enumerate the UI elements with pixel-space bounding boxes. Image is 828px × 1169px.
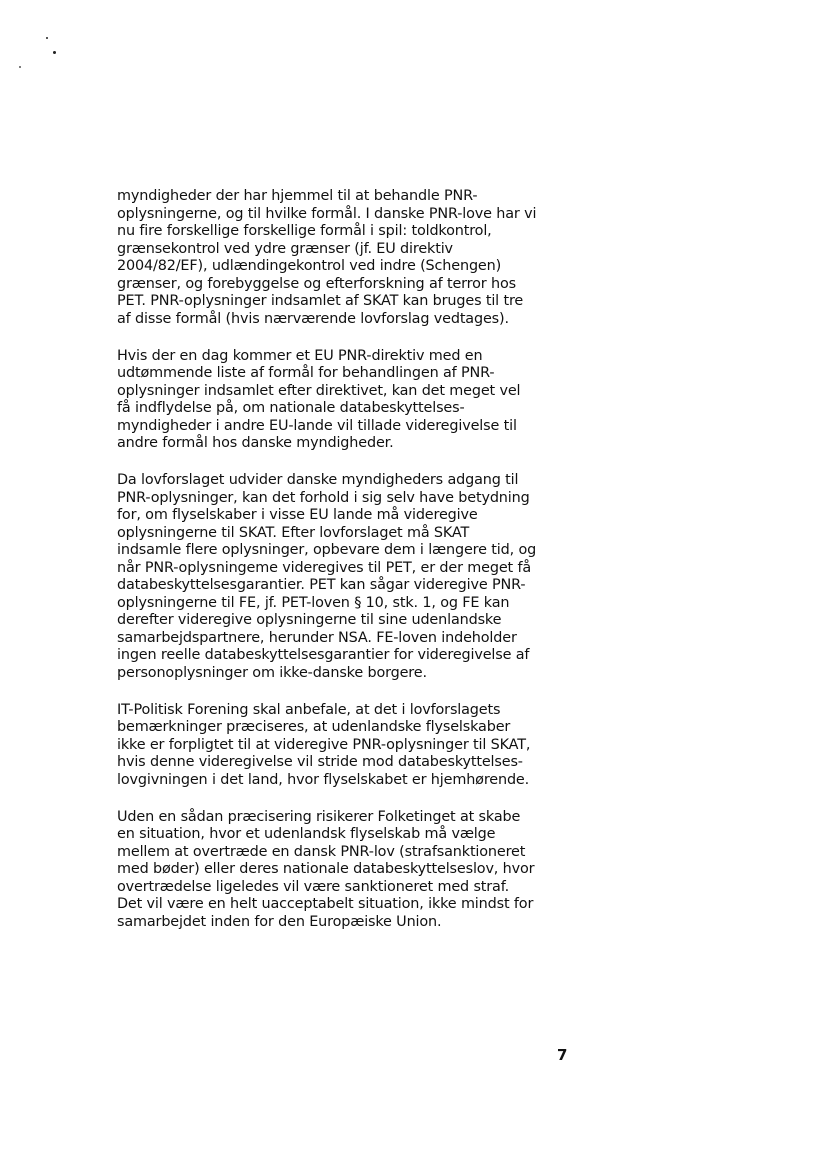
- text-line: Uden en sådan præcisering risikerer Folketinget at skabe: [117, 808, 521, 825]
- text-line: grænser, og forebyggelse og efterforskning af terror hos: [117, 275, 516, 292]
- text-line: personoplysninger om ikke-danske borgere.: [117, 664, 427, 681]
- text-line: ikke er forpligtet til at videregive PNR-oplysninger til SKAT,: [117, 736, 531, 753]
- text-line: en situation, hvor et udenlandsk flyselskab må vælge: [117, 826, 496, 842]
- paragraph: [117, 188, 587, 328]
- text-line: myndigheder der har hjemmel til at behandle PNR-: [117, 188, 478, 204]
- text-line: oplysningerne til FE, jf. PET-loven § 10, stk. 1, og FE kan: [117, 594, 510, 611]
- text-line: Det vil være en helt uacceptabelt situation, ikke mindst for: [117, 896, 534, 912]
- text-line: Hvis der en dag kommer et EU PNR-direktiv med en: [117, 347, 483, 364]
- text-line: IT-Politisk Forening skal anbefale, at det i lovforslagets: [117, 701, 501, 718]
- text-line: oplysningerne til SKAT. Efter lovforslaget må SKAT: [117, 524, 470, 541]
- text-line: PET. PNR-oplysninger indsamlet af SKAT kan bruges til tre: [117, 293, 524, 309]
- paragraph: [117, 348, 587, 453]
- scan-speck: [46, 37, 48, 39]
- text-line: oplysninger indsamlet efter direktivet, kan det meget vel: [117, 382, 521, 399]
- text-line: overtrædelse ligeledes vil være sanktioneret med straf.: [117, 878, 510, 895]
- text-line: af disse formål (hvis nærværende lovforslag vedtages).: [117, 310, 509, 327]
- paragraph: [117, 702, 587, 790]
- paragraph: [117, 809, 587, 932]
- text-line: udtømmende liste af formål for behandlingen af PNR-: [117, 365, 495, 381]
- text-line: derefter videregive oplysningerne til sine udenlandske: [117, 612, 502, 628]
- text-line: andre formål hos danske myndigheder.: [117, 435, 394, 451]
- page-number: 7: [557, 1046, 568, 1064]
- paragraph: [117, 472, 587, 682]
- text-line: for, om flyselskaber i visse EU lande må videregive: [117, 507, 478, 523]
- text-line: databeskyttelsesgarantier. PET kan sågar videregive PNR-: [117, 577, 526, 593]
- text-line: få indflydelse på, om nationale databeskyttelses-: [117, 400, 465, 416]
- text-line: med bøder) eller deres nationale databeskyttelseslov, hvor: [117, 861, 535, 877]
- text-line: 2004/82/EF), udlændingekontrol ved indre (Schengen): [117, 258, 502, 274]
- body-text: [117, 188, 587, 951]
- text-line: nu fire forskellige forskellige formål i spil: toldkontrol,: [117, 223, 492, 239]
- text-line: mellem at overtræde en dansk PNR-lov (strafsanktioneret: [117, 843, 526, 860]
- text-line: lovgivningen i det land, hvor flyselskabet er hjemhørende.: [117, 771, 530, 788]
- text-line: ingen reelle databeskyttelsesgarantier for videregivelse af: [117, 647, 530, 663]
- text-line: Da lovforslaget udvider danske myndigheders adgang til: [117, 472, 519, 488]
- text-line: bemærkninger præciseres, at udenlandske flyselskaber: [117, 719, 511, 735]
- text-line: oplysningerne, og til hvilke formål. I danske PNR-love har vi: [117, 205, 537, 222]
- text-line: PNR-oplysninger, kan det forhold i sig selv have betydning: [117, 489, 530, 506]
- text-line: hvis denne videregivelse vil stride mod databeskyttelses-: [117, 754, 523, 770]
- text-line: samarbejdspartnere, herunder NSA. FE-loven indeholder: [117, 629, 517, 646]
- text-line: grænsekontrol ved ydre grænser (jf. EU direktiv: [117, 240, 453, 257]
- scan-speck: [53, 51, 56, 54]
- text-line: myndigheder i andre EU-lande vil tillade videregivelse til: [117, 417, 517, 434]
- text-line: indsamle flere oplysninger, opbevare dem i længere tid, og: [117, 542, 537, 558]
- scan-speck: [19, 66, 21, 68]
- text-line: når PNR-oplysningeme videregives til PET, er der meget få: [117, 559, 532, 576]
- text-line: samarbejdet inden for den Europæiske Union.: [117, 913, 442, 930]
